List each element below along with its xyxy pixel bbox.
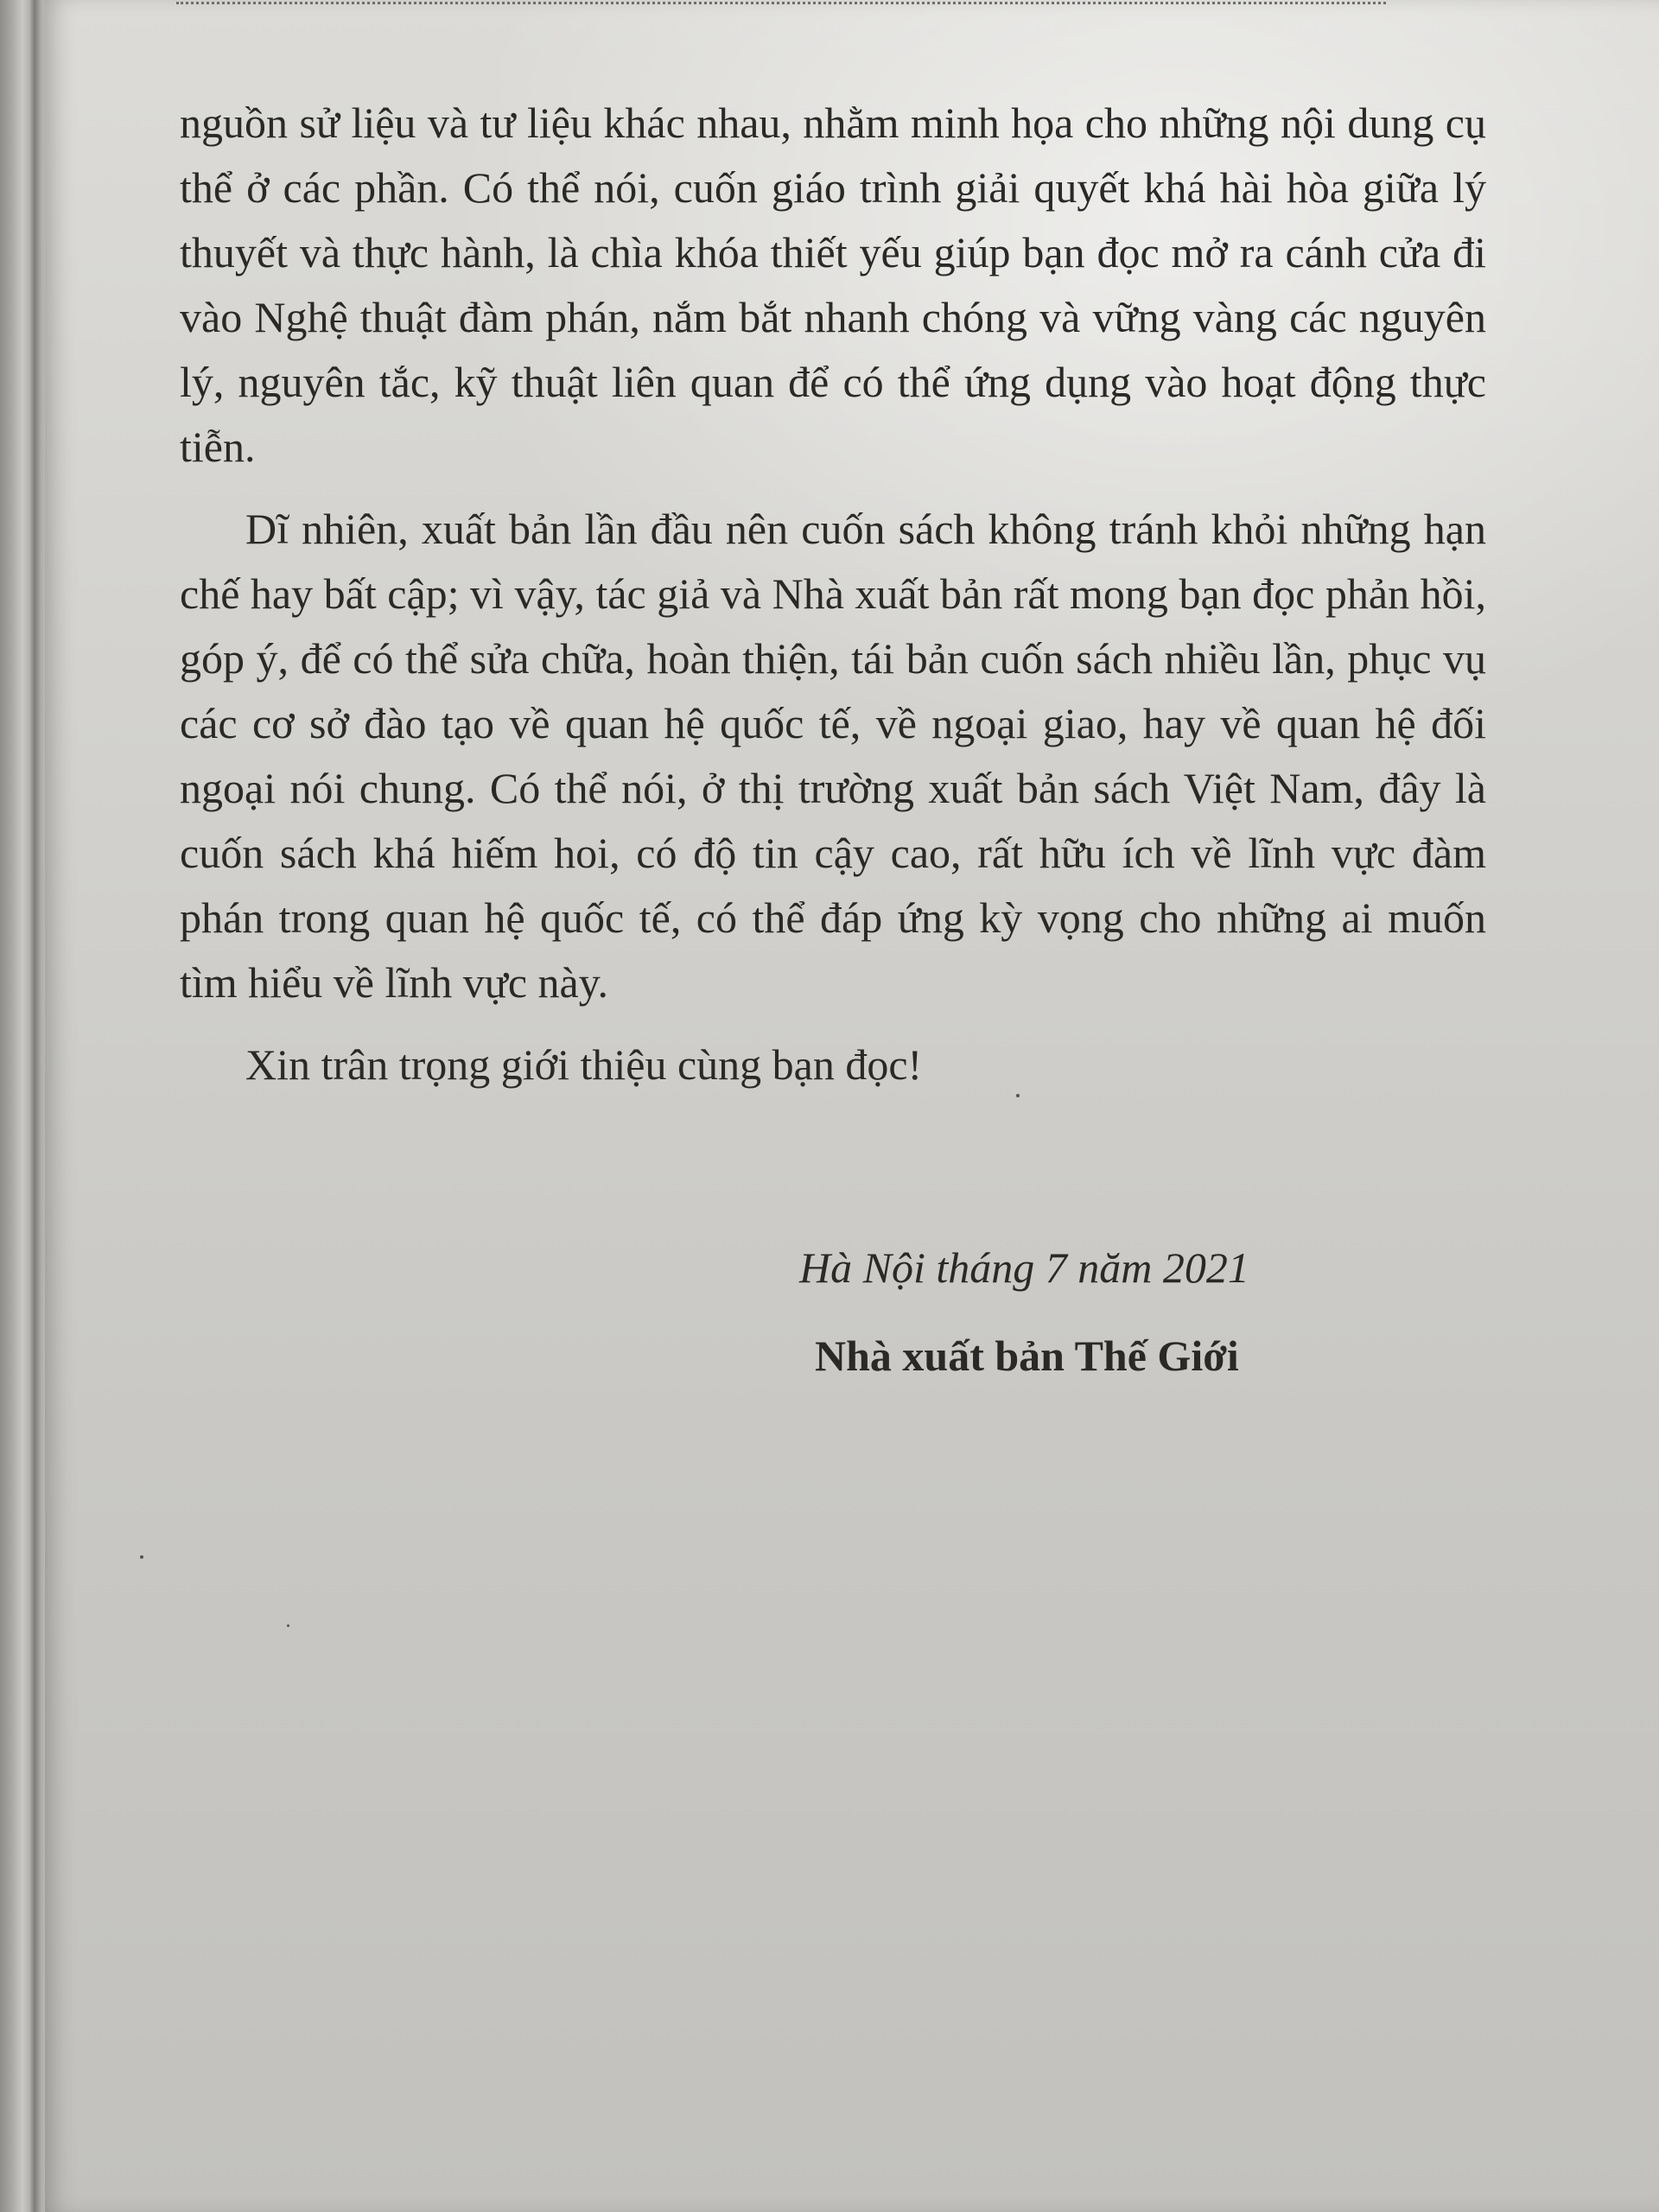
book-page (45, 0, 1659, 2212)
closing-line: Xin trân trọng giới thiệu cùng bạn đọc! (245, 1040, 923, 1089)
paragraph-limitations: Dĩ nhiên, xuất bản lần đầu nên cuốn sách không tránh khỏi những hạn chế hay bất cập; vì vậy, tác giả và Nhà xuất bản rất mong bạn đọc phản hồi, góp ý, để có thể sửa chữa, hoàn thiện, tái bản cuốn sách nhiều lần, phục vụ các cơ sở đào tạo về quan hệ quốc tế, về ngoại giao, hay về quan hệ đối ngoại nói chung. Có thể nói, ở thị trường xuất bản sách Việt Nam, đây là cuốn sách khá hiếm hoi, có độ tin cậy cao, rất hữu ích về lĩnh vực đàm phán trong quan hệ quốc tế, có thể đáp ứng kỳ vọng cho những ai muốn tìm hiểu về lĩnh vực này. (180, 505, 1486, 1007)
body-text (180, 91, 1486, 1115)
paragraph-continued: nguồn sử liệu và tư liệu khác nhau, nhằm minh họa cho những nội dung cụ thể ở các phần. Có thể nói, cuốn giáo trình giải quyết khá hài hòa giữa lý thuyết và thực hành, là chìa khóa thiết yếu giúp bạn đọc mở ra cánh cửa đi vào Nghệ thuật đàm phán, nắm bắt nhanh chóng và vững vàng các nguyên lý, nguyên tắc, kỹ thuật liên quan để có thể ứng dụng vào hoạt động thực tiễn. (180, 99, 1486, 471)
paper-speck (1016, 1094, 1020, 1097)
paper-speck (287, 1624, 289, 1627)
publisher-name: Nhà xuất bản Thế Giới (815, 1332, 1239, 1380)
dotted-rule (176, 2, 1386, 4)
paper-speck (140, 1555, 143, 1559)
place-date: Hà Nội tháng 7 năm 2021 (799, 1243, 1249, 1292)
